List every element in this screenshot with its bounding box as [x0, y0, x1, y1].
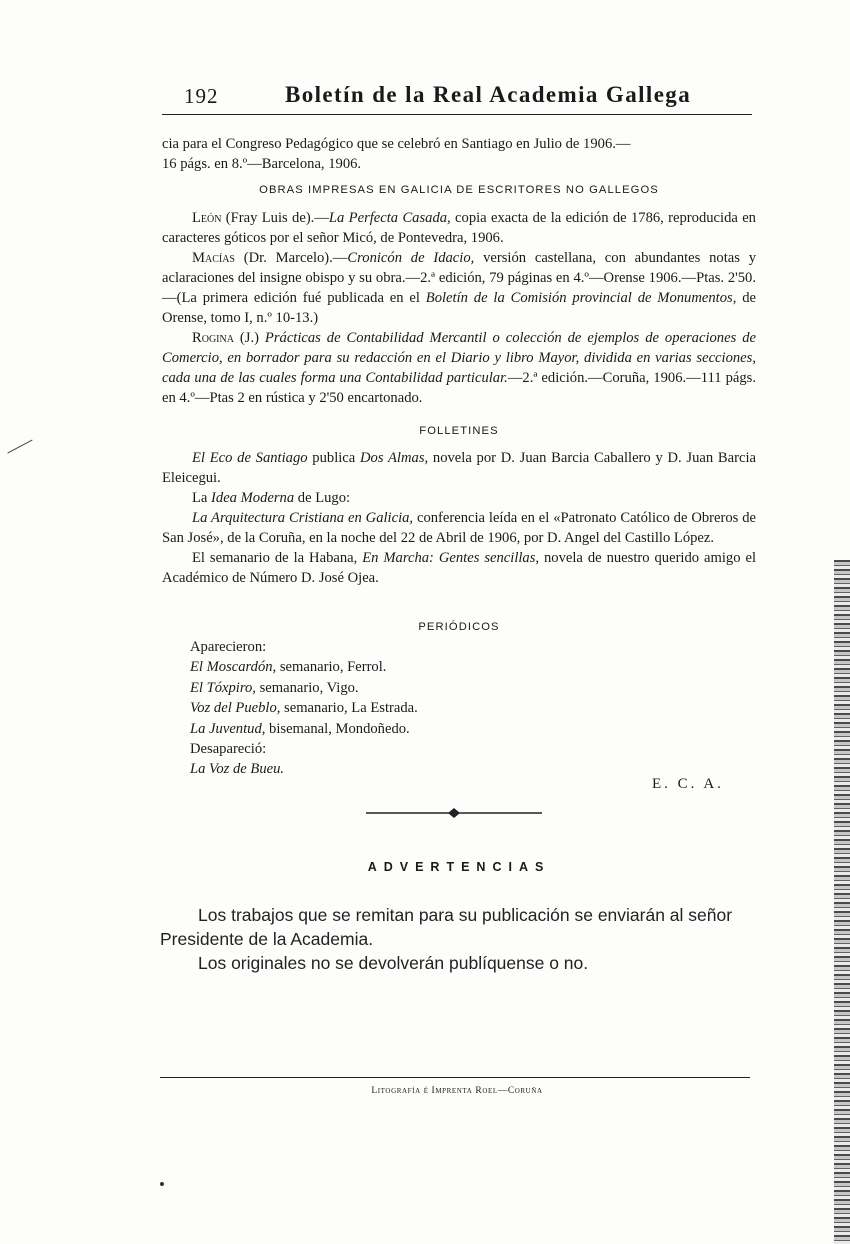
- periodical-info: bisemanal, Mondoñedo.: [265, 720, 410, 737]
- author-signature: E. C. A.: [652, 776, 724, 792]
- list-item: [190, 698, 750, 718]
- folletin-text: novela de nuestro querido amigo el Académico de Número D. José Ojea.: [162, 550, 756, 586]
- entry-title: Prácticas de Contabilidad Mercantil o colección de ejemplos de operaciones de Comercio, en borrador para su redacción en el Diario y libro Mayor, dividida en varias secciones, cada una de las cuales forma una Contabilidad particular.: [162, 330, 756, 386]
- printer-imprint: Litografía é Imprenta Roel—Coruña: [371, 1086, 543, 1096]
- advertencia-1: Los trabajos que se remitan para su publicación se enviarán al señor Presidente de la Academia.: [160, 905, 733, 949]
- folletin-idea-moderna: [162, 488, 756, 508]
- periodical-info: semanario, Vigo.: [255, 679, 359, 696]
- folletin-text: de Lugo:: [294, 490, 351, 506]
- novel-title: Dos Almas,: [360, 450, 429, 466]
- list-item: [190, 678, 750, 698]
- periodical-title: Idea Moderna: [211, 490, 295, 506]
- entry-title: Cronicón de Idacio,: [347, 250, 475, 266]
- periodical-title: El Eco de Santiago: [192, 450, 308, 466]
- periodical-title: El Tóxpiro,: [190, 679, 256, 696]
- ornament-divider: [366, 806, 542, 820]
- running-title: Boletín de la Real Academia Gallega: [285, 82, 692, 107]
- advertencias-title: ADVERTENCIAS: [367, 860, 551, 874]
- work-title: La Arquitectura Cristiana en Galicia,: [192, 510, 414, 526]
- page-number: 192: [184, 84, 219, 108]
- entry-macias: [162, 248, 756, 328]
- list-item: [190, 719, 750, 739]
- advertencia-2: Los originales no se devolverán publíquense o no.: [198, 953, 589, 973]
- work-title: En Marcha: Gentes sencillas,: [362, 550, 540, 566]
- footer-rule: [160, 1077, 750, 1078]
- entry-text: versión castellana, con abundantes notas y aclaraciones del insigne obispo y su obra.—2.ª edición, 79 páginas en 4.º—Orense 1906.—Ptas. 2'50.—(La primera edición fué publicada en el: [162, 250, 757, 306]
- periodical-title: El Moscardón,: [190, 659, 277, 676]
- entry-text: —2.ª edición.—Coruña, 1906.—111 págs. en 4.º—Ptas 2 en rústica y 2'50 encartonado.: [162, 370, 756, 406]
- entry-author-detail: (J.): [233, 330, 265, 346]
- list-item: [190, 657, 750, 677]
- periodicos-list: [190, 637, 750, 780]
- disappeared-label-text: Desapareció:: [190, 741, 267, 758]
- entry-leon: [162, 208, 756, 248]
- folletin-prefix: El semanario de la Habana,: [192, 550, 363, 566]
- periodical-info: semanario, Ferrol.: [276, 659, 387, 676]
- periodical-title: La Voz de Bueu.: [190, 761, 285, 778]
- entry-author: Macías: [192, 250, 235, 266]
- folletines-paragraphs: [162, 448, 756, 588]
- entry-author: Rogina: [192, 330, 234, 346]
- folletin-text: publica: [307, 450, 361, 466]
- folletin-prefix: La: [192, 490, 212, 506]
- appeared-label: Aparecieron:: [190, 639, 267, 655]
- folletin-arquitectura: [162, 508, 756, 548]
- continuation-line-2: 16 págs. en 8.º—Barcelona, 1906.: [162, 156, 362, 172]
- periodical-info: semanario, La Estrada.: [280, 700, 418, 717]
- entry-text: copia exacta de la edición de 1786, reproducida en caracteres góticos por el señor Micó, de Pontevedra, 1906.: [162, 210, 756, 246]
- entry-rogina: [162, 328, 756, 408]
- continuation-paragraph: [162, 134, 756, 174]
- disappeared-label: [190, 739, 750, 759]
- section-heading-folletines: FOLLETINES: [419, 425, 499, 437]
- section-heading-obras: OBRAS IMPRESAS EN GALICIA DE ESCRITORES NO GALLEGOS: [259, 184, 659, 196]
- periodical-title: Voz del Pueblo,: [190, 700, 281, 717]
- section-heading-periodicos: PERIÓDICOS: [418, 621, 500, 633]
- scanned-page-edge: [834, 560, 850, 1244]
- entry-author: León: [192, 210, 222, 226]
- entry-text-secondary: de Orense, tomo I, n.º 10-13.): [162, 290, 756, 326]
- stray-mark: [160, 1182, 164, 1186]
- margin-pen-mark: [7, 439, 32, 453]
- ornament-diamond: [448, 808, 460, 818]
- folletin-text: conferencia leída en el «Patronato Católico de Obreros de San José», de la Coruña, en la noche del 22 de Abril de 1906, por D. Angel del Castillo López.: [162, 510, 756, 546]
- entry-author-detail: (Dr. Marcelo).—: [234, 250, 348, 266]
- entry-author-detail: (Fray Luis de).—: [221, 210, 329, 226]
- entry-title: La Perfecta Casada,: [328, 210, 451, 226]
- folletin-en-marcha: [162, 548, 756, 588]
- page-header: [162, 80, 752, 115]
- entry-title-secondary: Boletín de la Comisión provincial de Monumentos,: [425, 290, 737, 306]
- folletin-text: novela por D. Juan Barcia Caballero y D. Juan Barcia Eleicegui.: [162, 450, 756, 486]
- advertencias-text: [160, 903, 756, 975]
- obras-entries: [162, 208, 756, 408]
- folletin-eco: [162, 448, 756, 488]
- periodical-title: La Juventud,: [190, 720, 266, 737]
- continuation-line-1: cia para el Congreso Pedagógico que se celebró en Santiago en Julio de 1906.—: [162, 136, 631, 152]
